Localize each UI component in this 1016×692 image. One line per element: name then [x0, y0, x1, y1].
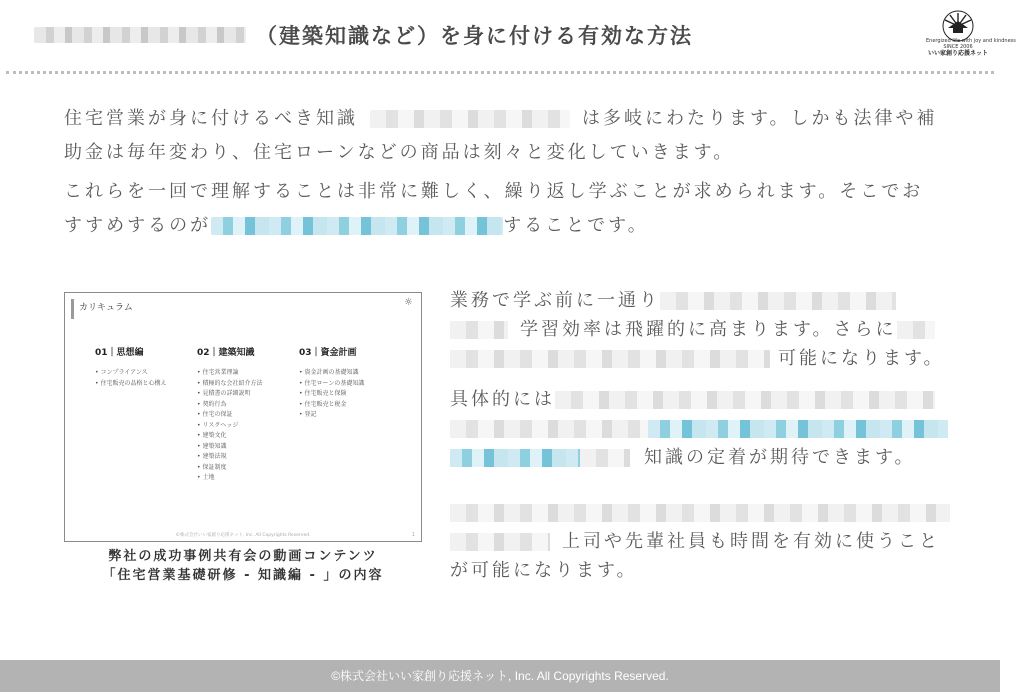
- slide-footer: ©株式会社いい家創り応援ネット, Inc. All Copyrights Reserved.: [175, 533, 311, 538]
- right-paragraph-3: [450, 498, 960, 585]
- curriculum-item: • 住宅の保証: [197, 410, 262, 421]
- intro-text: することです。: [503, 215, 649, 236]
- page-header: [34, 20, 693, 50]
- curriculum-item: • 建築知識: [197, 442, 262, 453]
- slide-header: カリキュラム: [71, 299, 411, 319]
- intro-text: 住宅営業が身に付けるべき知識: [64, 108, 358, 129]
- slide-page-number: 1: [411, 532, 415, 538]
- redacted-highlight: [211, 217, 503, 235]
- curriculum-column: [299, 345, 364, 421]
- curriculum-item: • コンプライアンス: [95, 368, 166, 379]
- redacted-text: [450, 321, 508, 339]
- redacted-text: [450, 533, 550, 551]
- curriculum-item: • 契約行為: [197, 400, 262, 411]
- sunrise-logo-icon: [938, 6, 978, 38]
- redacted-text: [450, 420, 648, 438]
- body-text: 上司や先輩社員も時間を有効に使うことが可能になります。: [450, 531, 940, 581]
- curriculum-item: • 住宅販売の品格と心構え: [95, 379, 166, 390]
- curriculum-item: • 建築文化: [197, 431, 262, 442]
- intro-paragraph-1: [64, 102, 944, 170]
- slide-logo-icon: ☼: [404, 297, 413, 308]
- logo-tagline: Energized life with joy and kindness: [926, 38, 1016, 44]
- right-paragraph-1: [450, 286, 960, 373]
- curriculum-column: [197, 345, 262, 484]
- body-text: 具体的には: [450, 389, 555, 410]
- redacted-text: [580, 449, 630, 467]
- curriculum-slide-image: [64, 292, 422, 542]
- curriculum-item: • 保証制度: [197, 463, 262, 474]
- curriculum-item: • 見積書の詳細説明: [197, 389, 262, 400]
- curriculum-item: • 住宅販売と保険: [299, 389, 364, 400]
- logo-since: SINCE 2006: [943, 44, 973, 50]
- curriculum-item: • 建築法規: [197, 452, 262, 463]
- curriculum-item: • 住宅営業理論: [197, 368, 262, 379]
- caption-line: 弊社の成功事例共有会の動画コンテンツ: [108, 549, 378, 564]
- redacted-highlight: [648, 420, 948, 438]
- redacted-text: [660, 292, 896, 310]
- page-title: （建築知識など）を身に付ける有効な方法: [256, 24, 693, 48]
- body-text: 可能になります。: [778, 348, 945, 369]
- intro-text: これらを一回で理解することは非常に難しく、繰り返し学ぶことが求められます。そこでおすすめするのが: [64, 181, 924, 236]
- footer: ©株式会社いい家創り応援ネット, Inc. All Copyrights Reserved.: [0, 660, 1000, 692]
- curriculum-item: • 積極的な会社紹介方法: [197, 379, 262, 390]
- slide-caption: [64, 547, 422, 585]
- curriculum-item: • 住宅ローンの基礎知識: [299, 379, 364, 390]
- logo-company-name: いい家創り応援ネット: [927, 50, 988, 57]
- redacted-text: [897, 321, 935, 339]
- right-paragraph-2: [450, 385, 960, 472]
- redacted-text: [450, 350, 770, 368]
- header-divider: [6, 71, 994, 74]
- caption-line: 「住宅営業基礎研修 - 知識編 - 」の内容: [102, 568, 384, 583]
- intro-text: は多岐にわたります。しかも法律や補助金は毎年変わり、住宅ローンなどの商品は刻々と変化していきます。: [64, 108, 938, 163]
- redacted-highlight: [450, 449, 580, 467]
- intro-paragraph-2: [64, 175, 944, 243]
- column-heading: 03｜資金計画: [299, 348, 357, 358]
- redacted-title-prefix: [34, 27, 246, 43]
- redacted-text: [450, 504, 950, 522]
- column-heading: 02｜建築知識: [197, 348, 255, 358]
- curriculum-item: • 土地: [197, 473, 262, 484]
- curriculum-item: • 資金計画の基礎知識: [299, 368, 364, 379]
- company-logo: [926, 6, 1016, 68]
- curriculum-item: • リスクヘッジ: [197, 421, 262, 432]
- body-text: 業務で学ぶ前に一通り: [450, 290, 660, 311]
- body-text: 学習効率は飛躍的に高まります。さらに: [520, 319, 897, 340]
- curriculum-item: • 登記: [299, 410, 364, 421]
- redacted-text: [555, 391, 935, 409]
- column-heading: 01｜思想編: [95, 348, 144, 358]
- redacted-text: [370, 110, 570, 128]
- curriculum-column: [95, 345, 166, 389]
- body-text: 知識の定着が期待できます。: [644, 447, 916, 468]
- curriculum-item: • 住宅販売と税金: [299, 400, 364, 411]
